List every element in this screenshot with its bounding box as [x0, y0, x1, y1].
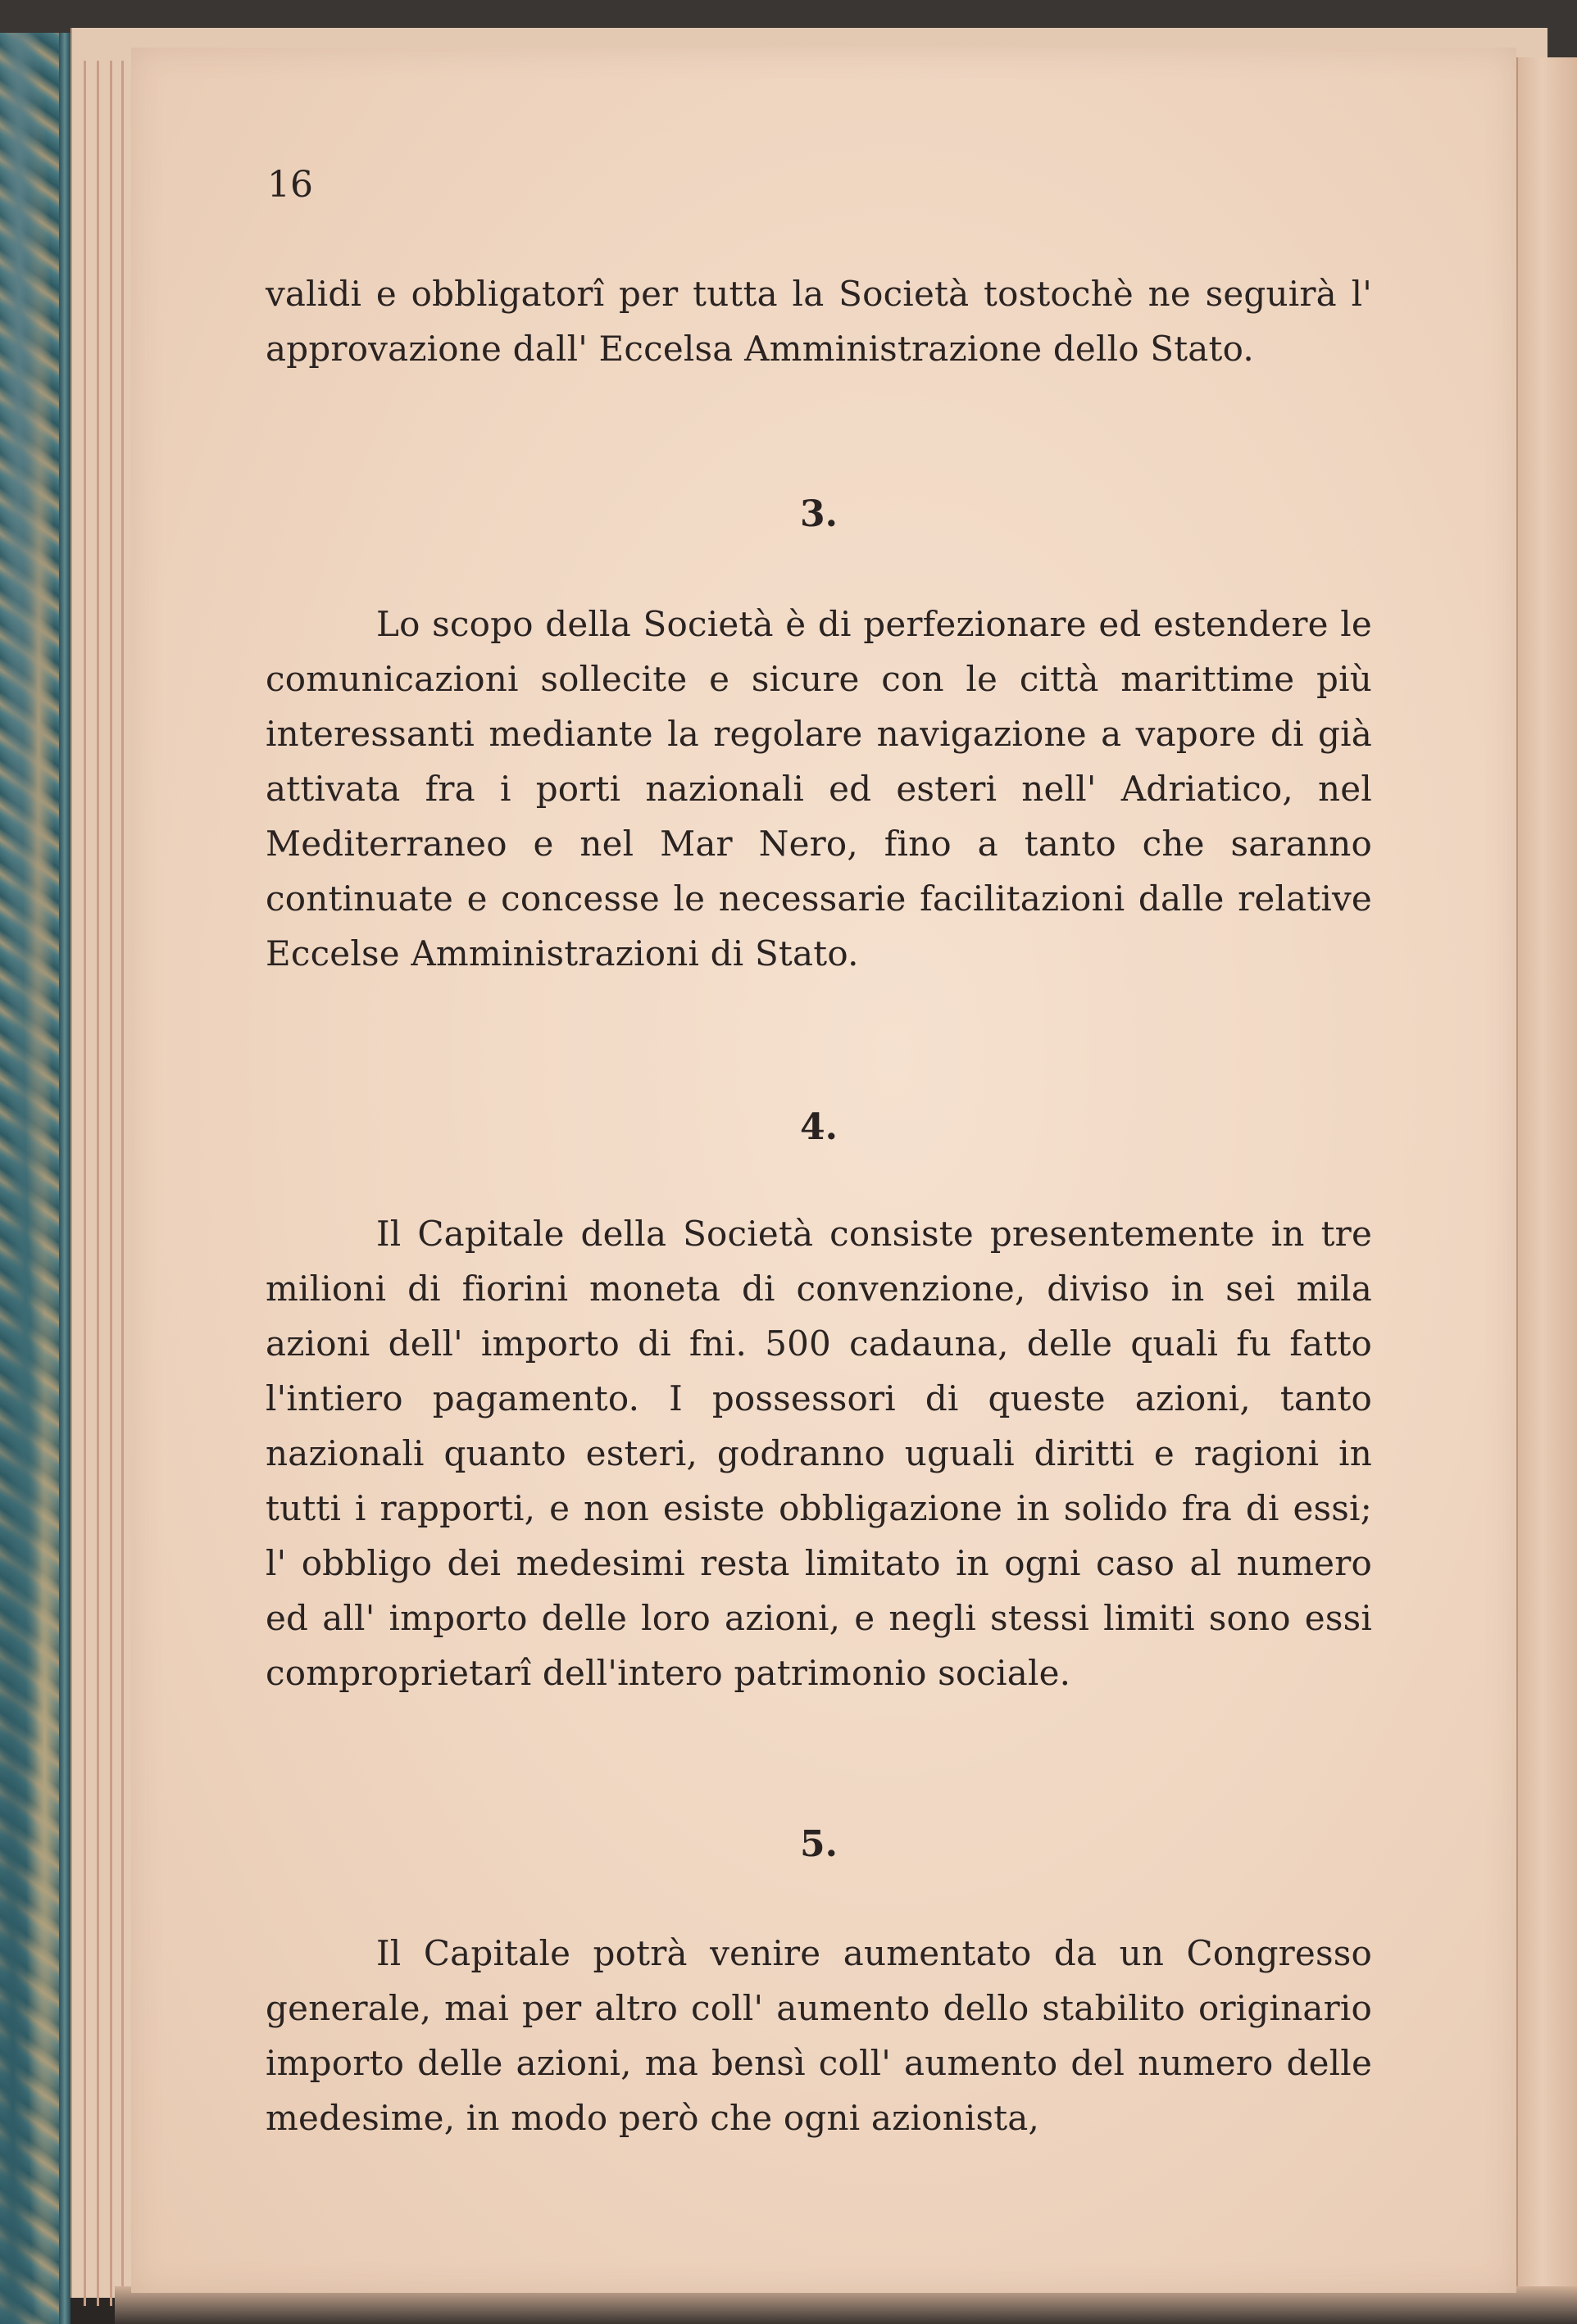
marbled-book-cover [0, 33, 66, 2324]
section-number-3: 3. [800, 493, 838, 535]
facing-page-edge [1516, 57, 1577, 2324]
section-4-paragraph: Il Capitale della Società consiste presentemente in tre milioni di fiorini moneta di convenzione, diviso in sei mila azioni dell' importo di fni. 500 cadauna, delle quali fu fatto l'intiero pagamento. I possessori di queste azioni, tanto nazionali quanto esteri, godranno uguali diritti e ragioni in tutti i rapporti, e non esiste obbligazione in solido fra di essi; l' obbligo dei medesimi resta limitato in ogni caso al numero ed all' importo delle loro azioni, e negli stessi limiti sono essi comproprietarî dell'intero patrimonio sociale. [266, 1214, 1372, 1693]
opening-paragraph: validi e obbligatorî per tutta la Società tostochè ne seguirà l' approvazione dall' Eccelsa Amministrazione dello Stato. [266, 274, 1372, 369]
page-edge-line [97, 61, 99, 2306]
section-5-paragraph: Il Capitale potrà venire aumentato da un Congresso generale, mai per altro coll' aumento dello stabilito originario importo delle azioni, ma bensì coll' aumento del numero delle medesime, in modo però che ogni azionista, [266, 1933, 1372, 2138]
section-3-paragraph: Lo scopo della Società è di perfezionare ed estendere le comunicazioni sollecite e sicure con le città marittime più interessanti mediante la regolare navigazione a vapore di già attivata fra i porti nazionali ed esteri nell' Adriatico, nel Mediterraneo e nel Mar Nero, fino a tanto che saranno continuate e concesse le necessarie facilitazioni dalle relative Eccelse Amministrazioni di Stato. [266, 604, 1372, 974]
page-edge-line [110, 61, 112, 2306]
section-number-5: 5. [800, 1823, 838, 1865]
section-number-4: 4. [800, 1106, 838, 1148]
page-edge-line [121, 61, 124, 2306]
page-number: 16 [267, 164, 313, 206]
book-spine-edge [59, 33, 70, 2324]
page-edge-line [84, 61, 86, 2306]
